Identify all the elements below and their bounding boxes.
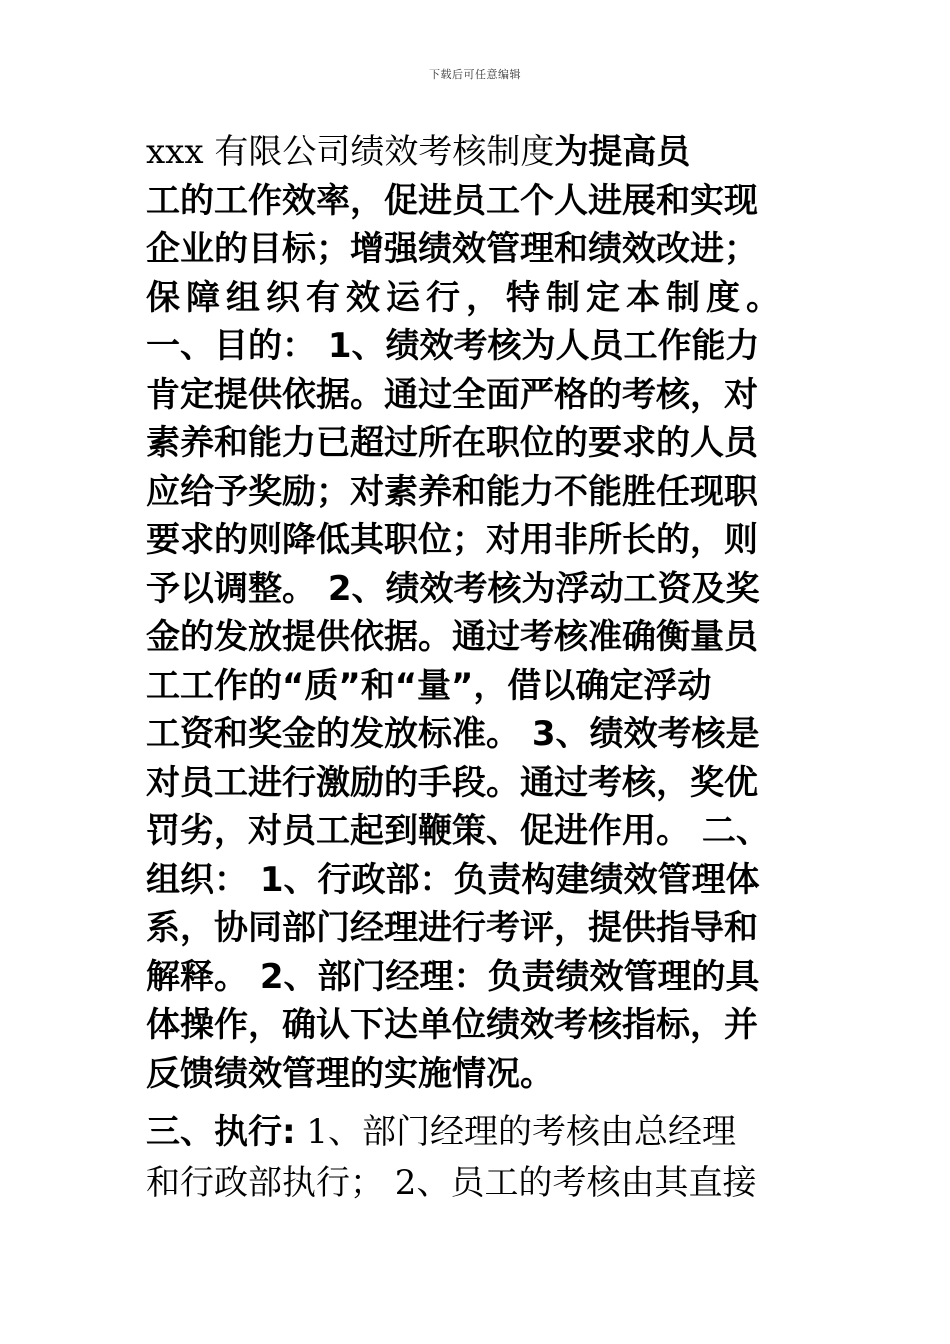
body-line-5: 一、目的： 1、绩效考核为人员工作能力 bbox=[146, 326, 760, 366]
body-line-9: 要求的则降低其职位；对用非所长的，则 bbox=[146, 520, 758, 560]
body-line-17: 系，协同部门经理进行考评，提供指导和 bbox=[146, 908, 758, 948]
section-3-line-1-text: 1、部门经理的考核由总经理 bbox=[295, 1112, 737, 1152]
body-line-8: 应给予奖励；对素养和能力不能胜任现职 bbox=[146, 471, 758, 512]
body-line-1-text: 为提高员 bbox=[554, 132, 691, 172]
section-3-heading: 三、执行: bbox=[146, 1112, 296, 1152]
document-title: xxx 有限公司绩效考核制度 bbox=[146, 132, 555, 172]
body-line-4: 保障组织有效运行，特制定本制度。 bbox=[146, 277, 786, 318]
body-line-7: 素养和能力已超过所在职位的要求的人员 bbox=[146, 423, 758, 463]
body-line-18: 解释。 2、部门经理：负责绩效管理的具 bbox=[146, 956, 760, 997]
body-line-2: 工的工作效率，促进员工个人进展和实现 bbox=[146, 180, 758, 221]
section-3-line-2: 和行政部执行； 2、员工的考核由其直接 bbox=[146, 1162, 757, 1203]
body-line-1 bbox=[146, 128, 846, 177]
body-line-16: 组织： 1、行政部：负责构建绩效管理体 bbox=[146, 859, 760, 900]
body-line-10: 予以调整。 2、绩效考核为浮动工资及奖 bbox=[146, 568, 760, 609]
body-line-13: 工资和奖金的发放标准。 3、绩效考核是 bbox=[146, 714, 760, 754]
body-line-19: 体操作，确认下达单位绩效考核指标，并 bbox=[146, 1005, 758, 1045]
body-line-6: 肯定提供依据。通过全面严格的考核，对 bbox=[146, 374, 758, 415]
body-line-12: 工工作的“质”和“量”，借以确定浮动 bbox=[146, 665, 712, 706]
page-header-note: 下载后可任意编辑 bbox=[429, 68, 521, 81]
body-line-14: 对员工进行激励的手段。通过考核，奖优 bbox=[146, 762, 758, 803]
document-body bbox=[146, 128, 846, 1209]
body-line-11: 金的发放提供依据。通过考核准确衡量员 bbox=[146, 617, 758, 657]
body-line-20: 反馈绩效管理的实施情况。 bbox=[146, 1053, 554, 1094]
body-line-3: 企业的目标；增强绩效管理和绩效改进； bbox=[146, 229, 758, 269]
body-line-15: 罚劣，对员工起到鞭策、促进作用。 二、 bbox=[146, 811, 770, 851]
section-3-line-1 bbox=[146, 1108, 846, 1157]
